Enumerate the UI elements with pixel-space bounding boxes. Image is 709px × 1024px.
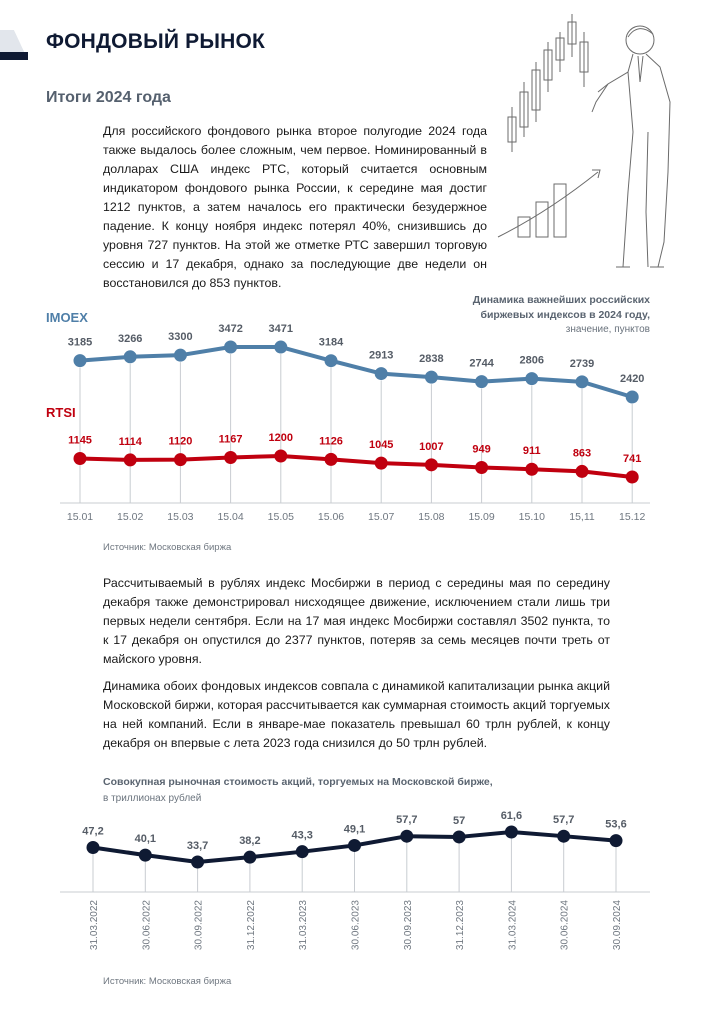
imoex-data-label: 3471 [268,323,294,336]
rtsi-point [224,451,237,464]
x-tick-label: 31.12.2023 [455,900,467,951]
x-tick-label: 15.12 [619,511,646,523]
rtsi-data-label: 949 [472,443,491,456]
capitalization-paragraph: Динамика обоих фондовых индексов совпала с динамикой капитализации рынка акций Московской биржи, которая рассчитывается как суммарная стоимость акций торгуемых на ней компаний. Если в январе-мае показатель превышал 60 трлн рублей, к концу декабря он впервые с лета 2023 года снизился до 50 трлн рублей. [103,679,610,750]
section-subtitle: Итоги 2024 года [46,89,171,106]
intro-paragraph: Для российского фондового рынка второе полугодие 2024 года также выдалось более сложным, чем первое. Номинированный в долларах США индекс РТС, который считается основным индикатором фондового рынка России, к середине мая достиг 1212 пунктов, а затем началось его практически безудержное падение. К концу ноября индекс потерял 40%, снизившись до уровня 727 пунктов. На этой же отметке РТС завершил торговую сессию и 17 декабря, однако за последующие две недели он восстановился до 853 пунктов. [103,124,487,290]
x-tick-label: 15,11 [569,511,595,523]
rtsi-line [80,456,632,477]
rtsi-point [525,463,538,476]
x-tick-label: 15.03 [167,511,194,523]
capitalization-point [400,830,413,843]
x-tick-label: 30.09.2023 [402,900,414,951]
rtsi-data-label: 1167 [218,433,243,446]
capitalization-point [505,826,518,839]
capitalization-data-label: 40,1 [134,833,157,846]
capitalization-data-label: 57 [452,814,466,827]
imoex-data-label: 2420 [619,373,645,385]
capitalization-chart [0,805,709,965]
x-tick-label: 30.06.2023 [350,900,362,951]
capitalization-data-label: 53,6 [605,818,627,831]
capitalization-point [191,856,204,869]
imoex-data-label: 2913 [368,349,394,362]
series-label-rtsi: RTSI [46,405,76,420]
chart1-title [473,293,650,323]
imoex-data-label: 3472 [218,323,243,335]
x-tick-label: 15.07 [368,511,395,523]
imoex-point [124,350,137,363]
rtsi-point [576,465,589,478]
moex-paragraph: Рассчитываемый в рублях индекс Мосбиржи в период с середины мая по середину декабря также демонстрировал нисходящее движение, исключением стали лишь три первых недели сентября. Если на 17 мая индекс Мосбиржи составлял 3502 пункта, то к 17 декабря он опустился до 2377 пунктов, потеряв за семь месяцев почти треть от майского уровня. [103,576,610,666]
chart1-title-line2: биржевых индексов в 2024 году, [480,309,650,321]
x-tick-label: 15.01 [66,511,94,523]
imoex-data-label: 3300 [168,331,193,344]
rtsi-point [174,453,187,466]
rtsi-data-label: 1114 [118,435,142,448]
rtsi-point [74,452,87,465]
capitalization-data-label: 43,3 [291,829,313,842]
imoex-data-label: 2744 [469,357,494,370]
rtsi-data-label: 1120 [168,435,193,448]
rtsi-data-label: 1200 [268,432,294,444]
series-label-imoex: IMOEX [46,310,88,325]
x-tick-label: 15.05 [267,511,294,523]
imoex-data-label: 3266 [117,332,143,345]
capitalization-point [348,839,361,852]
imoex-data-label: 3184 [318,336,344,349]
x-tick-label: 15.04 [217,511,244,523]
imoex-point [475,375,488,388]
imoex-point [224,341,237,354]
index-chart [0,320,709,535]
capitalization-data-label: 57,7 [396,814,418,827]
capitalization-point [87,841,100,854]
capitalization-data-label: 38,2 [239,835,261,848]
chart1-source: Источник: Московская биржа [103,542,232,553]
x-tick-label: 30.06.2022 [141,900,153,951]
header-band-shape [0,30,28,60]
capitalization-data-label: 61,6 [500,810,523,822]
rtsi-data-label: 1145 [68,434,92,447]
rtsi-point [425,458,438,471]
rtsi-point [124,453,137,466]
rtsi-data-label: 1007 [419,440,444,453]
capitalization-point [243,851,256,864]
imoex-point [626,391,639,404]
chart2-source: Источник: Московская биржа [103,976,232,987]
rtsi-point [475,461,488,474]
imoex-point [174,349,187,362]
x-tick-label: 31.03.2024 [507,900,519,951]
x-tick-label: 31.12.2022 [245,900,257,951]
capitalization-point [557,830,570,843]
imoex-data-label: 2739 [569,357,595,370]
chart1-subtitle: значение, пунктов [565,324,650,335]
imoex-point [576,375,589,388]
page-title: ФОНДОВЫЙ РЫНОК [46,30,266,53]
capitalization-data-label: 57,7 [552,814,575,827]
header-band [0,30,28,60]
capitalization-point [610,834,623,847]
capitalization-point [453,830,466,843]
x-tick-label: 30.06.2024 [559,900,571,951]
imoex-point [74,354,87,367]
rtsi-point [274,450,287,463]
chart2-subtitle: в триллионах рублей [103,793,202,804]
imoex-point [274,341,287,354]
x-tick-label: 31.03.2022 [89,900,100,951]
imoex-data-label: 3185 [67,336,93,349]
x-tick-label: 15.09 [468,511,495,523]
rtsi-point [375,457,388,470]
capitalization-data-label: 33,7 [186,840,209,852]
rtsi-point [325,453,338,466]
x-tick-label: 15.02 [117,511,144,523]
chart2-title: Совокупная рыночная стоимость акций, торгуемых на Московской бирже, [103,776,493,788]
imoex-point [325,354,338,367]
x-tick-label: 30.09.2022 [193,900,205,951]
rtsi-point [626,471,639,484]
chart1-title-line1: Динамика важнейших российских [472,294,650,306]
capitalization-point [139,849,152,862]
rtsi-data-label: 911 [522,445,541,458]
x-tick-label: 15.08 [418,511,445,523]
capitalization-data-label: 47,2 [82,825,104,838]
businessman-illustration [488,12,688,274]
x-tick-label: 30.09.2024 [612,900,623,951]
imoex-point [425,371,438,384]
rtsi-data-label: 1045 [368,439,394,452]
imoex-line [80,347,632,397]
imoex-data-label: 2838 [419,353,444,366]
imoex-point [375,367,388,380]
imoex-point [525,372,538,385]
x-tick-label: 15.06 [317,511,345,523]
rtsi-data-label: 1126 [319,435,343,448]
x-tick-label: 15.10 [518,511,545,523]
capitalization-point [296,845,309,858]
x-tick-label: 31.03.2023 [298,900,310,951]
capitalization-data-label: 49,1 [343,823,366,836]
rtsi-data-label: 863 [572,447,592,460]
rtsi-data-label: 741 [623,453,642,465]
imoex-data-label: 2806 [519,354,545,367]
